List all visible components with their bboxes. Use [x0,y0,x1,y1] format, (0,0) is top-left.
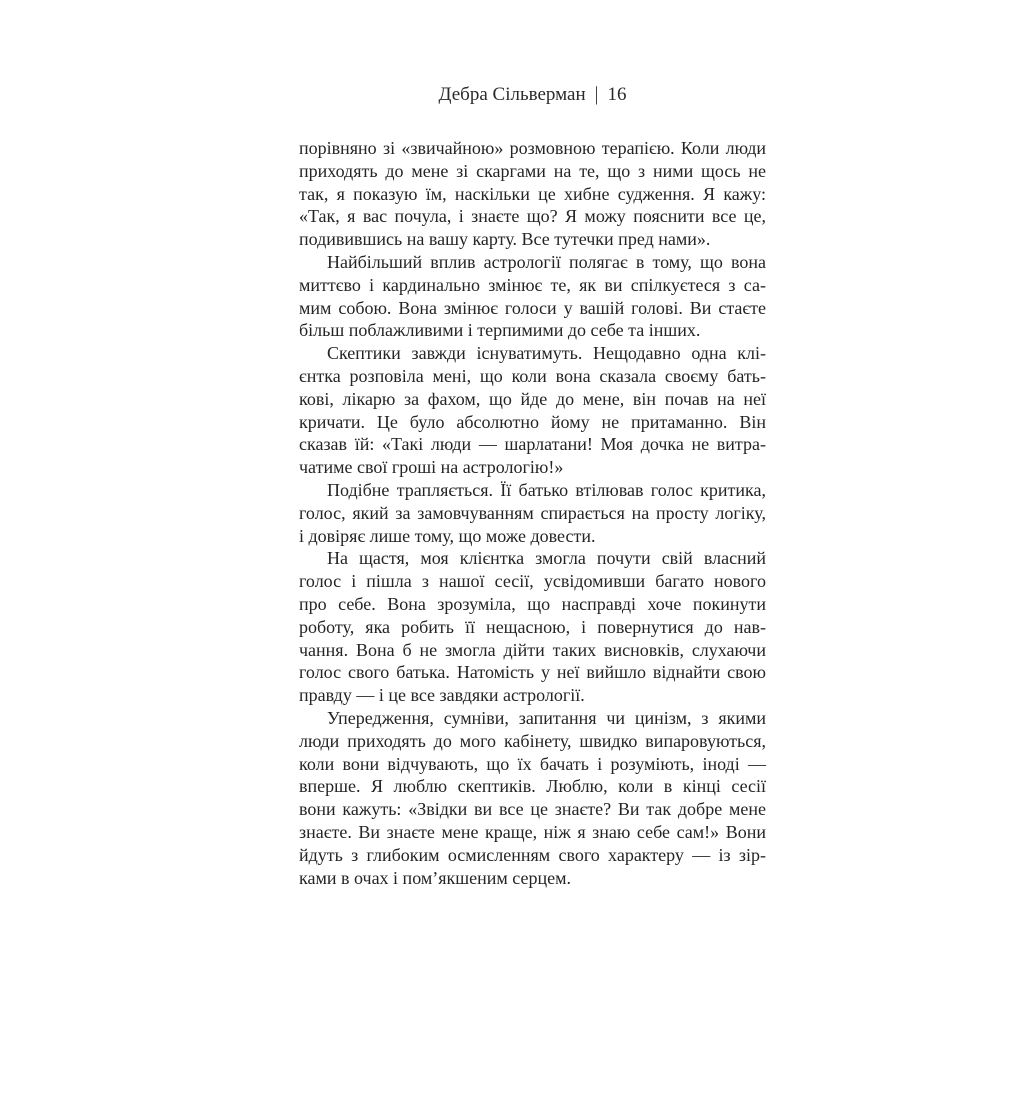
text-line: миттєво і кардинально змінює те, як ви спілкуєтеся з са- [299,274,766,295]
text-line: роботу, яка робить її нещасною, і повернутися до нав- [299,616,766,637]
text-line: правду — і це все завдяки астрології. [299,685,585,706]
text-line: чання. Вона б не змогла дійти таких висновків, слухаючи [299,639,766,660]
book-page [299,84,766,889]
paragraph [299,137,766,251]
paragraph [299,251,766,342]
header-separator: | [594,83,599,106]
text-line: ками в очах і пом’якшеним серцем. [299,867,571,888]
text-line: порівняно зі «звичайною» розмовною терапією. Коли люди [299,138,766,158]
text-line: кові, лікарю за фахом, що йде до мене, він почав на неї [299,388,766,409]
paragraph [299,479,766,547]
text-line: голос, який за замовчуванням спирається на просту логіку, [299,502,766,523]
text-line: «Так, я вас почула, і знаєте що? Я можу пояснити все це, [299,206,766,227]
paragraph [299,342,766,479]
running-header [299,84,766,106]
text-line: вони кажуть: «Звідки ви все це знаєте? Ви так добре мене [299,799,766,820]
text-line: приходять до мене зі скаргами на те, що з ними щось не [299,160,766,181]
text-line: люди приходять до мого кабінету, швидко випаровуються, [299,730,766,751]
text-line: кричати. Це було абсолютно йому не притаманно. Він [299,411,766,432]
paragraph [299,547,766,707]
text-line: чатиме свої гроші на астрологію!» [299,457,564,478]
running-header-author: Дебра Сільверман [438,84,586,105]
text-line: йдуть з глибоким осмисленням свого характеру — із зір- [299,844,766,865]
text-line: про себе. Вона зрозуміла, що насправді хоче покинути [299,593,766,614]
text-line: голос свого батька. Натомість у неї вийшло віднайти свою [299,662,766,683]
text-line: коли вони відчувають, що їх бачать і розуміють, іноді — [299,753,766,774]
text-line: мим собою. Вона змінює голоси у вашій голові. Ви стаєте [299,297,766,318]
text-line: Найбільший вплив астрології полягає в тому, що вона [327,251,766,272]
text-line: На щастя, моя клієнтка змогла почути свій власний [327,548,766,569]
text-line: єнтка розповіла мені, що коли вона сказала своєму бать- [299,365,766,386]
paragraph [299,707,766,889]
text-line: голос і пішла з нашої сесії, усвідомивши багато нового [299,571,766,592]
text-line: вперше. Я люблю скептиків. Люблю, коли в кінці сесії [299,776,766,797]
text-line: Скептики завжди існуватимуть. Нещодавно одна клі- [327,343,766,364]
text-line: подивившись на вашу карту. Все тутечки пред нами». [299,229,711,250]
text-line: сказав їй: «Такі люди — шарлатани! Моя дочка не витра- [299,434,766,455]
text-line: Подібне трапляється. Її батько втілював голос критика, [327,479,766,500]
text-line: більш поблажливими і терпимими до себе та інших. [299,320,701,341]
text-line: Упередження, сумніви, запитання чи цинізм, з якими [327,707,766,728]
text-line: так, я показую їм, наскільки це хибне судження. Я кажу: [299,183,766,204]
text-line: знаєте. Ви знаєте мене краще, ніж я знаю себе сам!» Вони [299,821,766,842]
text-line: і довіряє лише тому, що може довести. [299,525,596,546]
page-number: 16 [607,84,627,105]
page-body [299,137,766,889]
